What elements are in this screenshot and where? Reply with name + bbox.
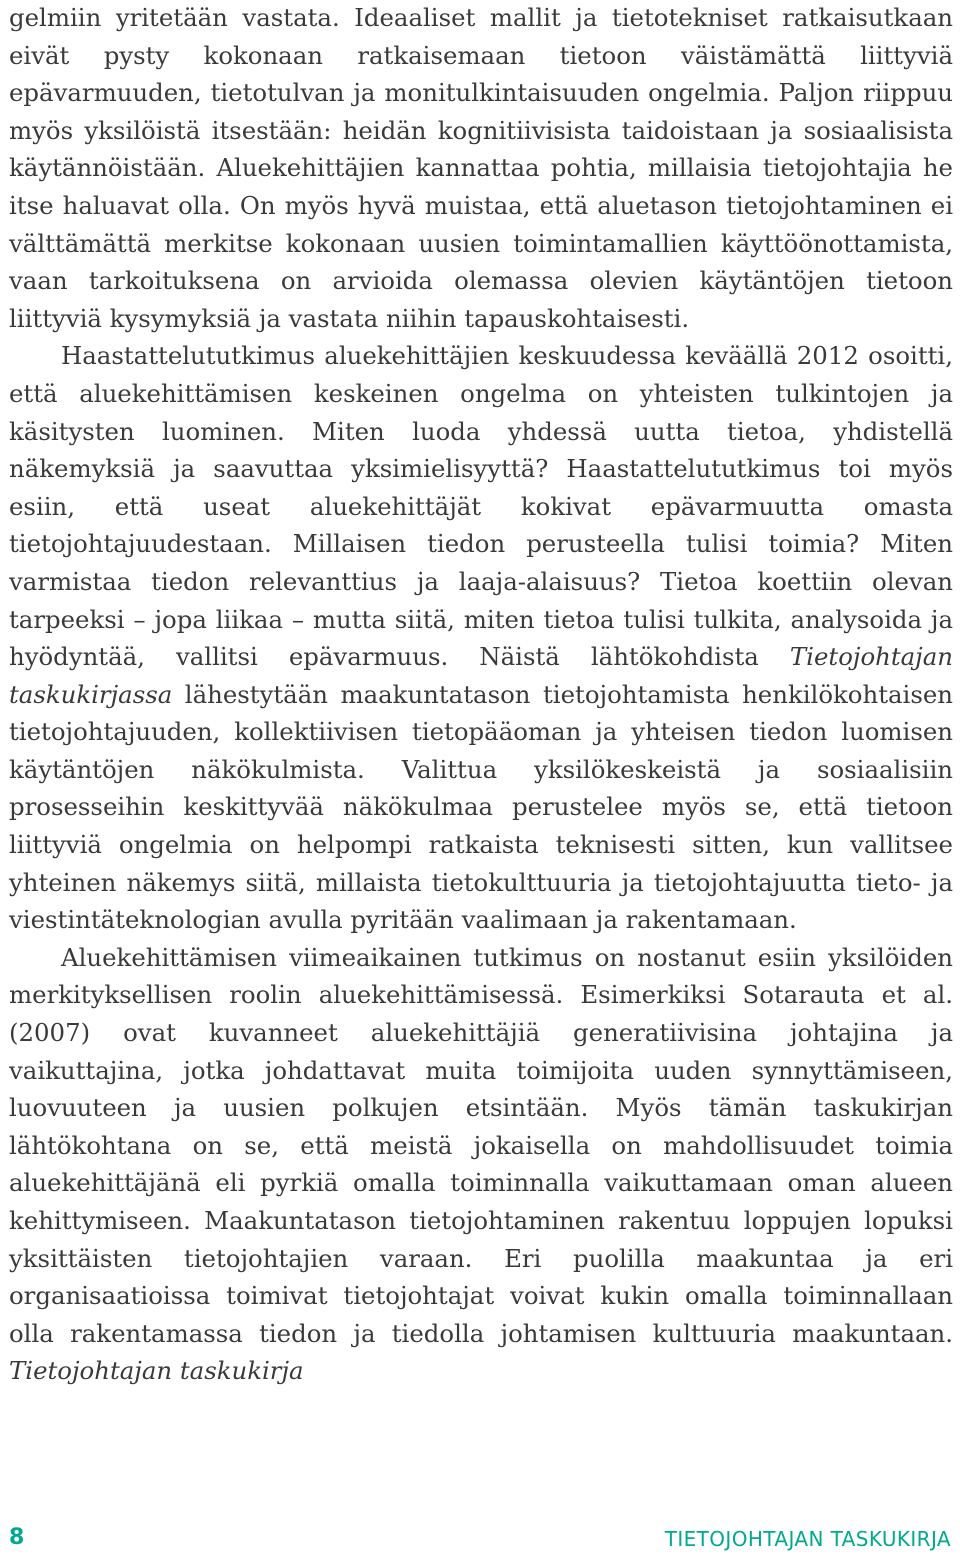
book-title-reference: Tietojohtajan taskukirja bbox=[9, 1356, 304, 1386]
page-number: 8 bbox=[9, 1525, 25, 1550]
document-body bbox=[9, 0, 953, 1390]
running-footer-title: TIETOJOHTAJAN TASKUKIRJA bbox=[664, 1527, 951, 1551]
paragraph-1 bbox=[9, 0, 953, 337]
paragraph-2-text-start: Haastattelututkimus aluekehittäjien keskuudessa keväällä 2012 osoitti, että aluekehittämisen keskeinen ongelma on yhteisten tulkintojen ja käsitysten luominen. Miten luoda yhdessä uutta tietoa, yhdistellä näkemyksiä ja saavuttaa yksimielisyyttä? Haastattelututkimus toi myös esiin, että useat aluekehittäjät kokivat epävarmuutta omasta tietojohtajuudestaan. Millaisen tiedon perusteella tulisi toimia? Miten varmistaa tiedon relevanttius ja laaja-alaisuus? Tietoa koettiin olevan tarpeeksi – jopa liikaa – mutta siitä, miten tietoa tulisi tulkita, analysoida ja hyödyntää, vallitsi epävarmuus. Näistä lähtökohdista bbox=[9, 341, 953, 672]
paragraph-2 bbox=[9, 337, 953, 939]
book-title-reference: Tietojohtajan taskukirjassa bbox=[9, 642, 953, 709]
paragraph-3 bbox=[9, 939, 953, 1390]
paragraph-3-text: Aluekehittämisen viimeaikainen tutkimus on nostanut esiin yksilöiden merkityksellisen roolin aluekehittämisessä. Esimerkiksi Sotarauta et al. (2007) ovat kuvanneet aluekehittäjiä generatiivisina johtajina ja vaikuttajina, jotka johdattavat muita toimijoita uuden synnyttämiseen, luovuuteen ja uusien polkujen etsintään. Myös tämän taskukirjan lähtökohtana on se, että meistä jokaisella on mahdollisuudet toimia aluekehittäjänä eli pyrkiä omalla toiminnalla vaikuttamaan oman alueen kehittymiseen. Maakuntatason tietojohtaminen rakentuu loppujen lopuksi yksittäisten tietojohtajien varaan. Eri puolilla maakuntaa ja eri organisaatioissa toimivat tietojohtajat voivat kukin omalla toiminnallaan olla rakentamassa tiedon ja tiedolla johtamisen kulttuuria maakuntaan. bbox=[9, 942, 953, 1348]
paragraph-1-text: gelmiin yritetään vastata. Ideaaliset mallit ja tietotekniset ratkaisutkaan eivät pysty kokonaan ratkaisemaan tietoon väistämättä liittyviä epävarmuuden, tietotulvan ja monitulkintaisuuden ongelmia. Paljon riippuu myös yksilöistä itsestään: heidän kognitiivisista taidoistaan ja sosiaalisista käytännöistään. Aluekehittäjien kannattaa pohtia, millaisia tietojohtajia he itse haluavat olla. On myös hyvä muistaa, että aluetason tietojohtaminen ei välttämättä merkitse kokonaan uusien toimintamallien käyttöönottamista, vaan tarkoituksena on arvioida olemassa olevien käytäntöjen tietoon liittyviä kysymyksiä ja vastata niihin tapauskohtaisesti. bbox=[9, 3, 953, 333]
paragraph-2-text-end: lähestytään maakuntatason tietojohtamista henkilökohtaisen tietojohtajuuden, kollektiivisen tietopääoman ja yhteisen tiedon luomisen käytäntöjen näkökulmista. Valittua yksilökeskeistä ja sosiaalisiin prosesseihin keskittyvää näkökulmaa perustelee myös se, että tietoon liittyviä ongelmia on helpompi ratkaista teknisesti sitten, kun vallitsee yhteinen näkemys siitä, millaista tietokulttuuria ja tietojohtajuutta tieto- ja viestintäteknologian avulla pyritään vaalimaan ja rakentamaan. bbox=[9, 679, 953, 935]
